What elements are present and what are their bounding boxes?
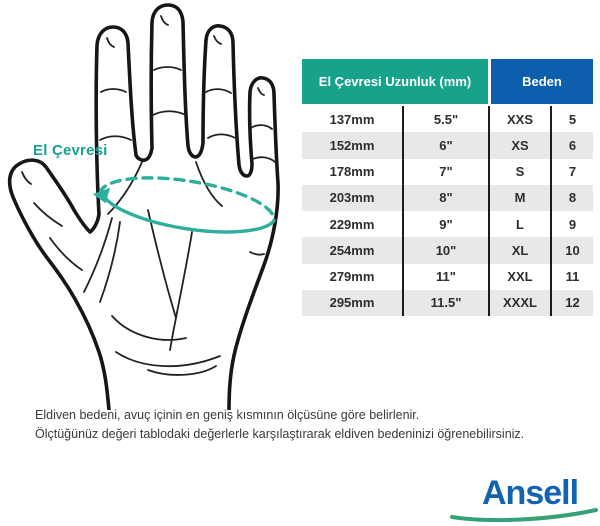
ansell-logo — [450, 474, 598, 522]
table-row — [302, 211, 593, 237]
footer-line-2: Ölçtüğünüz değeri tablodaki değerlerle karşılaştırarak eldiven bedeninizi öğrenebilirsiniz. — [35, 426, 525, 441]
table-row — [302, 264, 593, 290]
cell-size: S — [488, 159, 550, 185]
cell-mm: 152mm — [329, 137, 375, 153]
header-size: Beden — [491, 59, 593, 104]
cell-size: XL — [488, 237, 550, 263]
cell-inch: 6" — [402, 132, 488, 158]
cell-size: XXL — [488, 264, 550, 290]
cell-num: 10 — [550, 237, 593, 263]
cell-size: XXXL — [488, 290, 550, 316]
cell-num: 7 — [550, 159, 593, 185]
cell-mm: 254mm — [329, 242, 375, 258]
cell-inch: 10" — [402, 237, 488, 263]
logo-swoosh-icon — [450, 508, 598, 522]
cell-inch: 7" — [402, 159, 488, 185]
cell-size: M — [488, 185, 550, 211]
cell-size: XXS — [488, 106, 550, 132]
cell-mm: 295mm — [329, 295, 375, 311]
footer-note — [35, 406, 524, 443]
header-circumference: El Çevresi Uzunluk (mm) — [302, 59, 488, 104]
cell-num: 11 — [550, 264, 593, 290]
cell-num: 6 — [550, 132, 593, 158]
cell-inch: 9" — [402, 211, 488, 237]
table-row — [302, 132, 593, 158]
size-table-body — [302, 106, 593, 316]
table-row — [302, 185, 593, 211]
cell-num: 8 — [550, 185, 593, 211]
cell-mm: 203mm — [329, 190, 375, 206]
hand-illustration — [0, 0, 300, 410]
table-row — [302, 290, 593, 316]
cell-mm: 137mm — [329, 111, 375, 127]
size-table — [302, 59, 593, 316]
cell-num: 12 — [550, 290, 593, 316]
cell-mm: 279mm — [329, 269, 375, 285]
cell-num: 9 — [550, 211, 593, 237]
table-row — [302, 237, 593, 263]
hand-outline-drawing — [0, 0, 300, 410]
cell-size: L — [488, 211, 550, 237]
cell-inch: 11.5" — [402, 290, 488, 316]
ansell-logo-text: Ansell — [482, 474, 579, 512]
size-table-header — [302, 59, 593, 104]
table-row — [302, 106, 593, 132]
cell-inch: 11" — [402, 264, 488, 290]
cell-mm: 229mm — [329, 216, 375, 232]
cell-inch: 5.5" — [402, 106, 488, 132]
footer-line-1: Eldiven bedeni, avuç içinin en geniş kısmının ölçüsüne göre belirlenir. — [35, 408, 420, 422]
cell-num: 5 — [550, 106, 593, 132]
measurement-label: El Çevresi — [33, 142, 108, 159]
cell-inch: 8" — [402, 185, 488, 211]
table-row — [302, 159, 593, 185]
cell-size: XS — [488, 132, 550, 158]
cell-mm: 178mm — [329, 164, 375, 180]
